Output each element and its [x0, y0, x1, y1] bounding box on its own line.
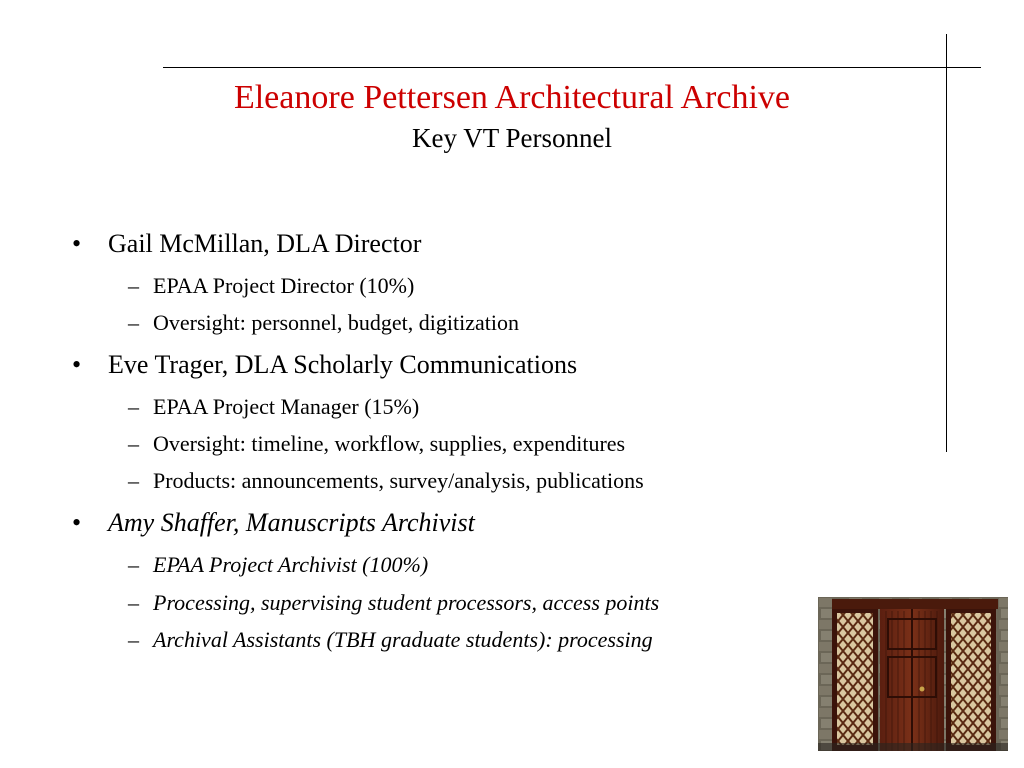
sub-bullet-text: EPAA Project Archivist (100%) — [153, 552, 429, 577]
sub-bullet-item — [128, 590, 659, 616]
sub-bullet-marker: – — [128, 468, 139, 493]
sub-bullet-item — [128, 394, 419, 420]
sub-bullet-item — [128, 468, 644, 494]
bullet-marker: • — [72, 350, 82, 379]
sub-bullet-text: Archival Assistants (TBH graduate students): processing — [153, 627, 653, 652]
bullet-text: Eve Trager, DLA Scholarly Communications — [108, 350, 578, 379]
sub-bullet-marker: – — [128, 394, 139, 419]
sub-bullet-marker: – — [128, 431, 139, 456]
sub-bullet-text: Oversight: timeline, workflow, supplies, expenditures — [153, 431, 626, 456]
slide-title: Eleanore Pettersen Architectural Archive — [233, 79, 791, 116]
sub-bullet-item — [128, 273, 414, 299]
sub-bullet-item — [128, 310, 519, 336]
sub-bullet-marker: – — [128, 552, 139, 577]
sub-bullet-marker: – — [128, 273, 139, 298]
title-block — [0, 78, 1024, 154]
slide-subtitle: Key VT Personnel — [412, 123, 612, 153]
sub-bullet-text: EPAA Project Manager (15%) — [153, 394, 420, 419]
bullet-item — [72, 350, 577, 380]
top-rule — [163, 67, 981, 68]
sub-bullet-item — [128, 552, 428, 578]
sub-bullet-item — [128, 431, 625, 457]
bullet-item — [72, 229, 421, 259]
sub-bullet-text: EPAA Project Director (10%) — [153, 273, 415, 298]
bullet-item — [72, 508, 475, 538]
bullet-marker: • — [72, 508, 82, 537]
sub-bullet-text: Processing, supervising student processors, access points — [153, 590, 660, 615]
sub-bullet-marker: – — [128, 627, 139, 652]
bullet-text: Amy Shaffer, Manuscripts Archivist — [108, 508, 475, 537]
door-photo — [818, 597, 1008, 751]
sub-bullet-text: Oversight: personnel, budget, digitization — [153, 310, 519, 335]
sub-bullet-item — [128, 627, 653, 653]
sub-bullet-marker: – — [128, 310, 139, 335]
sub-bullet-marker: – — [128, 590, 139, 615]
bullet-marker: • — [72, 229, 82, 258]
sub-bullet-text: Products: announcements, survey/analysis, publications — [153, 468, 644, 493]
bullet-text: Gail McMillan, DLA Director — [108, 229, 422, 258]
